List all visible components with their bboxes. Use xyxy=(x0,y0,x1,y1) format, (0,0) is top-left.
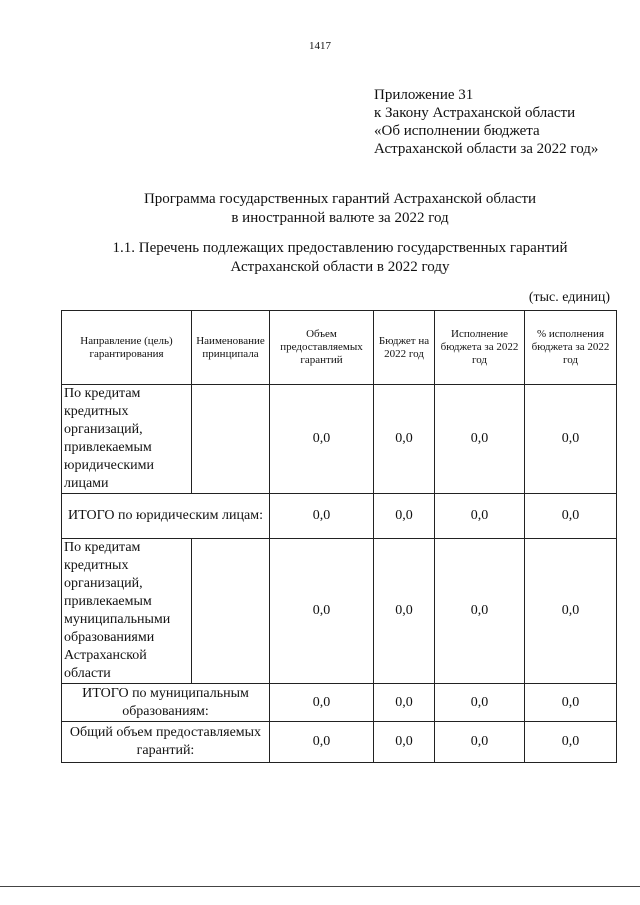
cell-percent: 0,0 xyxy=(525,539,617,684)
cell-execution: 0,0 xyxy=(435,722,525,763)
cell-execution: 0,0 xyxy=(435,385,525,494)
table-header-row xyxy=(62,311,617,385)
cell-direction: По кредитам кредитных организаций, привлекаемым муниципальными образованиями Астраханской области xyxy=(62,539,192,684)
cell-percent: 0,0 xyxy=(525,494,617,539)
cell-volume: 0,0 xyxy=(270,684,374,722)
cell-budget: 0,0 xyxy=(374,385,435,494)
total-row xyxy=(62,494,617,539)
table-row xyxy=(62,539,617,684)
cell-budget: 0,0 xyxy=(374,539,435,684)
appendix-line: Приложение 31 xyxy=(374,87,474,103)
cell-total-label: ИТОГО по муниципальным образованиям: xyxy=(62,684,270,722)
cell-percent: 0,0 xyxy=(525,385,617,494)
cell-budget: 0,0 xyxy=(374,494,435,539)
header-budget: Бюджет на 2022 год xyxy=(374,311,435,385)
subtitle-line: 1.1. Перечень подлежащих предоставлению государственных гарантий xyxy=(112,240,568,256)
guarantees-table xyxy=(61,310,617,763)
title-line: Программа государственных гарантий Астраханской области xyxy=(143,191,537,207)
cell-execution: 0,0 xyxy=(435,539,525,684)
header-execution: Исполнение бюджета за 2022 год xyxy=(435,311,525,385)
cell-direction: По кредитам кредитных организаций, привлекаемым юридическими лицами xyxy=(62,385,192,494)
cell-principal xyxy=(192,539,270,684)
grand-total-row xyxy=(62,722,617,763)
cell-volume: 0,0 xyxy=(270,539,374,684)
subtitle-line: Астраханской области в 2022 году xyxy=(230,259,450,275)
cell-volume: 0,0 xyxy=(270,494,374,539)
document-title xyxy=(0,190,640,228)
cell-total-label: Общий объем предоставляемых гарантий: xyxy=(62,722,270,763)
header-percent: % исполнения бюджета за 2022 год xyxy=(525,311,617,385)
cell-execution: 0,0 xyxy=(435,494,525,539)
section-title xyxy=(0,239,640,277)
header-direction: Направление (цель) гарантирования xyxy=(62,311,192,385)
cell-principal xyxy=(192,385,270,494)
cell-percent: 0,0 xyxy=(525,684,617,722)
cell-budget: 0,0 xyxy=(374,684,435,722)
units-label: (тыс. единиц) xyxy=(528,290,610,305)
cell-execution: 0,0 xyxy=(435,684,525,722)
cell-volume: 0,0 xyxy=(270,385,374,494)
header-volume: Объем предоставляемых гарантий xyxy=(270,311,374,385)
header-principal: Наименование принципала xyxy=(192,311,270,385)
title-line: в иностранной валюте за 2022 год xyxy=(231,210,449,226)
cell-budget: 0,0 xyxy=(374,722,435,763)
page-bottom-divider xyxy=(0,886,640,887)
table-row xyxy=(62,385,617,494)
appendix-note xyxy=(374,86,598,158)
appendix-line: к Закону Астраханской области xyxy=(374,105,576,121)
cell-volume: 0,0 xyxy=(270,722,374,763)
total-row xyxy=(62,684,617,722)
appendix-line: Астраханской области за 2022 год» xyxy=(374,141,599,157)
cell-total-label: ИТОГО по юридическим лицам: xyxy=(62,494,270,539)
page-number: 1417 xyxy=(309,40,331,52)
appendix-line: «Об исполнении бюджета xyxy=(374,123,540,139)
cell-percent: 0,0 xyxy=(525,722,617,763)
